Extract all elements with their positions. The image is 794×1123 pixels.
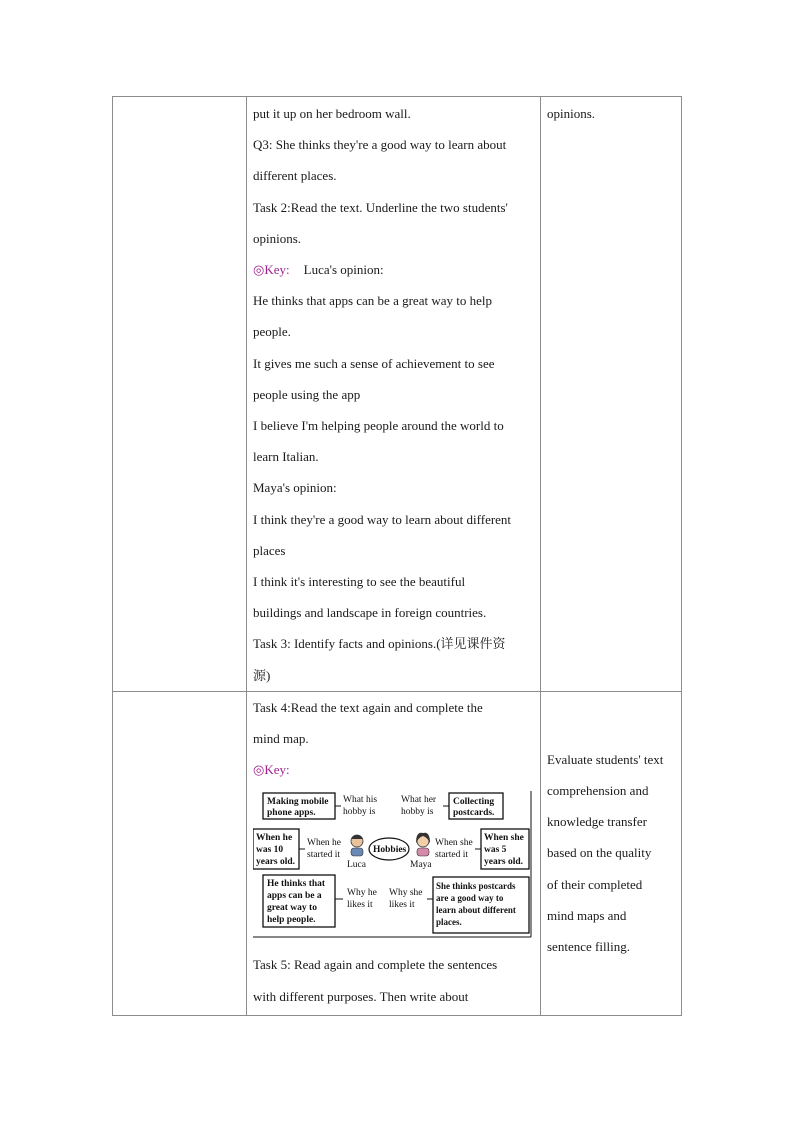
text-line: I think they're a good way to learn about different [253, 511, 512, 527]
text-line: I believe I'm helping people around the world to [253, 418, 504, 434]
key-label: ◎Key: [253, 262, 290, 278]
text-line: It gives me such a sense of achievement to see [253, 355, 495, 371]
text-line: people using the app [253, 386, 361, 402]
table-row [113, 691, 682, 1015]
svg-text:phone apps.: phone apps. [267, 808, 316, 819]
svg-text:hobby is: hobby is [401, 807, 434, 818]
svg-text:likes it: likes it [347, 900, 373, 911]
purpose-text: opinions. [547, 106, 596, 121]
svg-text:are a good way to: are a good way to [436, 893, 504, 904]
text-line: He thinks that apps can be a great way to help [253, 293, 492, 309]
purpose-text: mind maps and [547, 907, 627, 923]
what-her-hobby-label: What her [401, 795, 437, 806]
text-line: people. [253, 324, 291, 340]
activity-cell [247, 97, 541, 692]
text-line: Q3: She thinks they're a good way to learn about [253, 137, 507, 153]
text-line: learn Italian. [253, 449, 319, 465]
when-she-started-label: When she [435, 838, 473, 849]
step-cell [113, 97, 247, 692]
svg-text:was 5: was 5 [484, 845, 507, 856]
svg-text:postcards.: postcards. [453, 808, 495, 819]
text-line: put it up on her bedroom wall. [253, 106, 411, 121]
luca-opinion-label: Luca's opinion: [303, 262, 384, 278]
svg-text:learn about different: learn about different [436, 905, 516, 916]
svg-text:was 10: was 10 [256, 845, 284, 856]
maya-label: Maya [410, 860, 432, 871]
purpose-text: knowledge transfer [547, 814, 647, 830]
svg-text:help people.: help people. [267, 915, 316, 926]
purpose-text: of their completed [547, 876, 643, 892]
task5-line: with different purposes. Then write about [253, 988, 469, 1004]
svg-text:hobby is: hobby is [343, 807, 376, 818]
purpose-text: comprehension and [547, 783, 649, 799]
text-line: buildings and landscape in foreign countries. [253, 605, 487, 621]
luca-label: Luca [347, 860, 366, 871]
text-line: Task 3: Identify facts and opinions.(详见课件资 [253, 636, 506, 652]
her-hobby-text: Collecting [453, 797, 495, 808]
svg-text:started it: started it [307, 850, 340, 861]
text-line: Task 2:Read the text. Underline the two students' [253, 199, 508, 215]
luca-avatar-icon [351, 835, 363, 856]
svg-text:apps can be a: apps can be a [267, 891, 322, 902]
purpose-cell [541, 691, 682, 1015]
purpose-cell [541, 97, 682, 692]
lesson-table [112, 96, 682, 1016]
purpose-text: Evaluate students' text [547, 751, 664, 767]
she-age-text: When she [484, 833, 524, 844]
when-he-started-label: When he [307, 838, 342, 849]
svg-text:years old.: years old. [484, 857, 524, 868]
his-hobby-text: Making mobile [267, 797, 329, 808]
text-line: 源) [253, 667, 271, 683]
she-reason-text: She thinks postcards [436, 881, 516, 892]
text-line: opinions. [253, 230, 302, 246]
activity-cell [247, 691, 541, 1015]
purpose-text: based on the quality [547, 845, 652, 861]
task4-line: mind map. [253, 731, 309, 747]
what-his-hobby-label: What his [343, 795, 378, 806]
table-row [113, 97, 682, 692]
svg-text:years old.: years old. [256, 857, 296, 868]
task5-line: Task 5: Read again and complete the sentences [253, 957, 498, 973]
center-label: Hobbies [373, 845, 407, 856]
key-label: ◎Key: [253, 762, 290, 778]
task4-line: Task 4:Read the text again and complete the [253, 699, 483, 715]
why-she-label: Why she [389, 888, 423, 899]
svg-text:likes it: likes it [389, 900, 415, 911]
he-age-text: When he [256, 833, 293, 844]
purpose-text: sentence filling. [547, 939, 631, 955]
mind-map [253, 789, 535, 941]
text-line: Maya's opinion: [253, 480, 337, 496]
why-he-label: Why he [347, 888, 377, 899]
svg-text:places.: places. [436, 917, 462, 928]
text-line: different places. [253, 168, 337, 184]
text-line: places [253, 542, 286, 558]
maya-avatar-icon [416, 833, 430, 856]
step-cell [113, 691, 247, 1015]
key-line [253, 254, 534, 285]
svg-text:started it: started it [435, 850, 468, 861]
svg-text:great way to: great way to [267, 903, 317, 914]
text-line: I think it's interesting to see the beautiful [253, 574, 466, 590]
he-reason-text: He thinks that [267, 879, 326, 890]
